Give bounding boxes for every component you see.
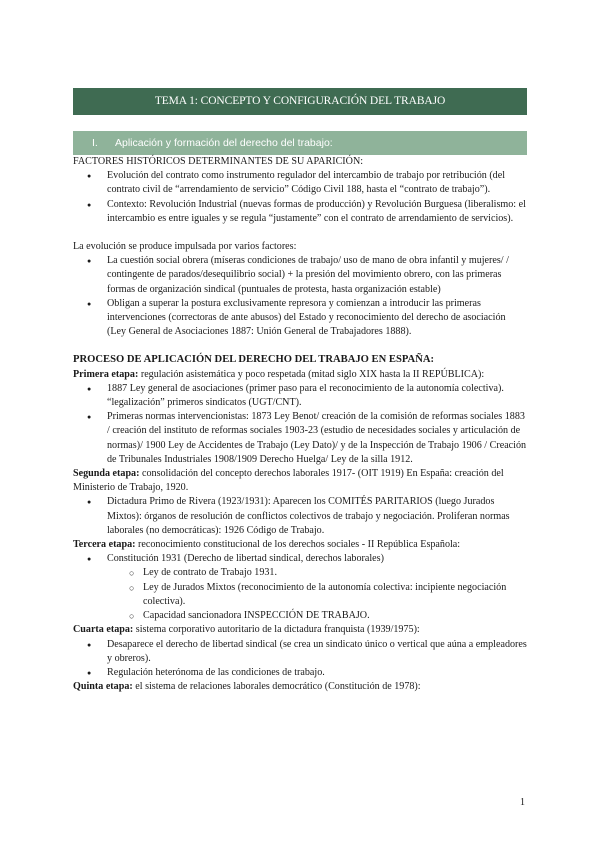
stage-text: regulación asistemática y poco respetada (mitad siglo XIX hasta la II REPÚBLICA):: [138, 368, 485, 380]
stage-label: Tercera etapa:: [73, 539, 136, 551]
evolution-list: [73, 254, 527, 339]
list-item: ● Regulación heterónoma de las condiciones de trabajo.: [73, 666, 527, 680]
stage-text: consolidación del concepto derechos laborales 1917- (OIT 1919) En España: creación del Ministerio de Trabajo, 1920.: [73, 468, 504, 494]
stage-text: reconocimiento constitucional de los derechos sociales - II República Española:: [135, 539, 461, 551]
factors-list: [73, 169, 527, 226]
factors-heading: FACTORES HISTÓRICOS DETERMINANTES DE SU APARICIÓN:: [73, 156, 364, 167]
document-title: TEMA 1: CONCEPTO Y CONFIGURACIÓN DEL TRABAJO: [73, 88, 527, 115]
stage-label: Quinta etapa:: [73, 681, 133, 693]
list-item: ● La cuestión social obrera (míseras condiciones de trabajo/ uso de mano de obra infantil y mujeres/ / contingente de parados/desequilibrio social) + la presión del movimiento obrero, con las primeras formas de organización sindical (puntuales de protesta, hasta organización estable): [73, 254, 527, 297]
process-heading: PROCESO DE APLICACIÓN DEL DERECHO DEL TRABAJO EN ESPAÑA:: [73, 354, 435, 366]
list-item: ● Constitución 1931 (Derecho de libertad sindical, derechos laborales): [73, 552, 527, 566]
stage-label: Primera etapa:: [73, 368, 139, 380]
stage-1-list: [73, 382, 527, 467]
section-title: Aplicación y formación del derecho del trabajo:: [115, 137, 333, 149]
list-item: ● Contexto: Revolución Industrial (nuevas formas de producción) y Revolución Burguesa (liberalismo: el intercambio es entre iguales y se regula “justamente” con el contrato de arrendamiento de servicios).: [73, 198, 527, 226]
list-item: ● Obligan a superar la postura exclusivamente represora y comienzan a introducir las primeras intervenciones (correctoras de ante abusos) del Estado y reconocimiento del derecho de asociación (Ley General de Asociaciones 1887: Unión General de Trabajadores 1888).: [73, 297, 527, 340]
stage-3-list: [73, 552, 527, 623]
stage-3: [73, 538, 527, 552]
stage-label: Cuarta etapa:: [73, 624, 134, 636]
stage-1: [73, 368, 527, 382]
page-number: 1: [520, 797, 525, 808]
stage-4-list: [73, 638, 527, 681]
section-number: I.: [92, 137, 98, 149]
sub-list-item: ○ Capacidad sancionadora INSPECCIÓN DE TRABAJO.: [73, 609, 527, 623]
list-item: ● Primeras normas intervencionistas: 1873 Ley Benot/ creación de la comisión de reformas sociales 1883 / creación del instituto de reformas sociales 1903-23 (estudio de necesidades sociales y articulación de normas)/ 1900 Ley de Accidentes de Trabajo (Ley Dato)/ y de la Inspección de Trabajo 1906 / Creación de Tribunales Industriales 1908/1909 Derecho Huelga/ Ley de la silla 1912.: [73, 410, 527, 467]
list-item: ● Evolución del contrato como instrumento regulador del intercambio de trabajo por retribución (del contrato civil de “arrendamiento de servicio” Código Civil 188, hasta el “contrato de trabajo”).: [73, 169, 527, 197]
section-header: [73, 131, 527, 155]
sub-list-item: ○ Ley de Jurados Mixtos (reconocimiento de la autonomía colectiva: incipiente negociación colectiva).: [73, 581, 527, 609]
stage-text: sistema corporativo autoritario de la dictadura franquista (1939/1975):: [133, 624, 420, 636]
list-item: ● 1887 Ley general de asociaciones (primer paso para el reconocimiento de la autonomía colectiva). “legalización” primeros sindicatos (UGT/CNT).: [73, 382, 527, 410]
stage-text: el sistema de relaciones laborales democrático (Constitución de 1978):: [132, 681, 421, 693]
evolution-intro: La evolución se produce impulsada por varios factores:: [73, 241, 297, 253]
stage-label: Segunda etapa:: [73, 468, 140, 480]
stage-4: [73, 623, 527, 637]
list-item: ● Dictadura Primo de Rivera (1923/1931): Aparecen los COMITÉS PARITARIOS (luego Jurados Mixtos): órganos de resolución de conflictos colectivos de trabajo y negociación. Proliferan normas laborales (no democráticas): 1926 Código de Trabajo.: [73, 495, 527, 538]
list-item: ● Desaparece el derecho de libertad sindical (se crea un sindicato único o vertical que aúna a empleadores y obreros).: [73, 638, 527, 666]
sub-list-item: ○ Ley de contrato de Trabajo 1931.: [73, 566, 527, 580]
document-body: [73, 155, 527, 694]
stage-2-list: [73, 495, 527, 538]
stage-2: [73, 467, 527, 495]
stage-5: [73, 680, 527, 694]
